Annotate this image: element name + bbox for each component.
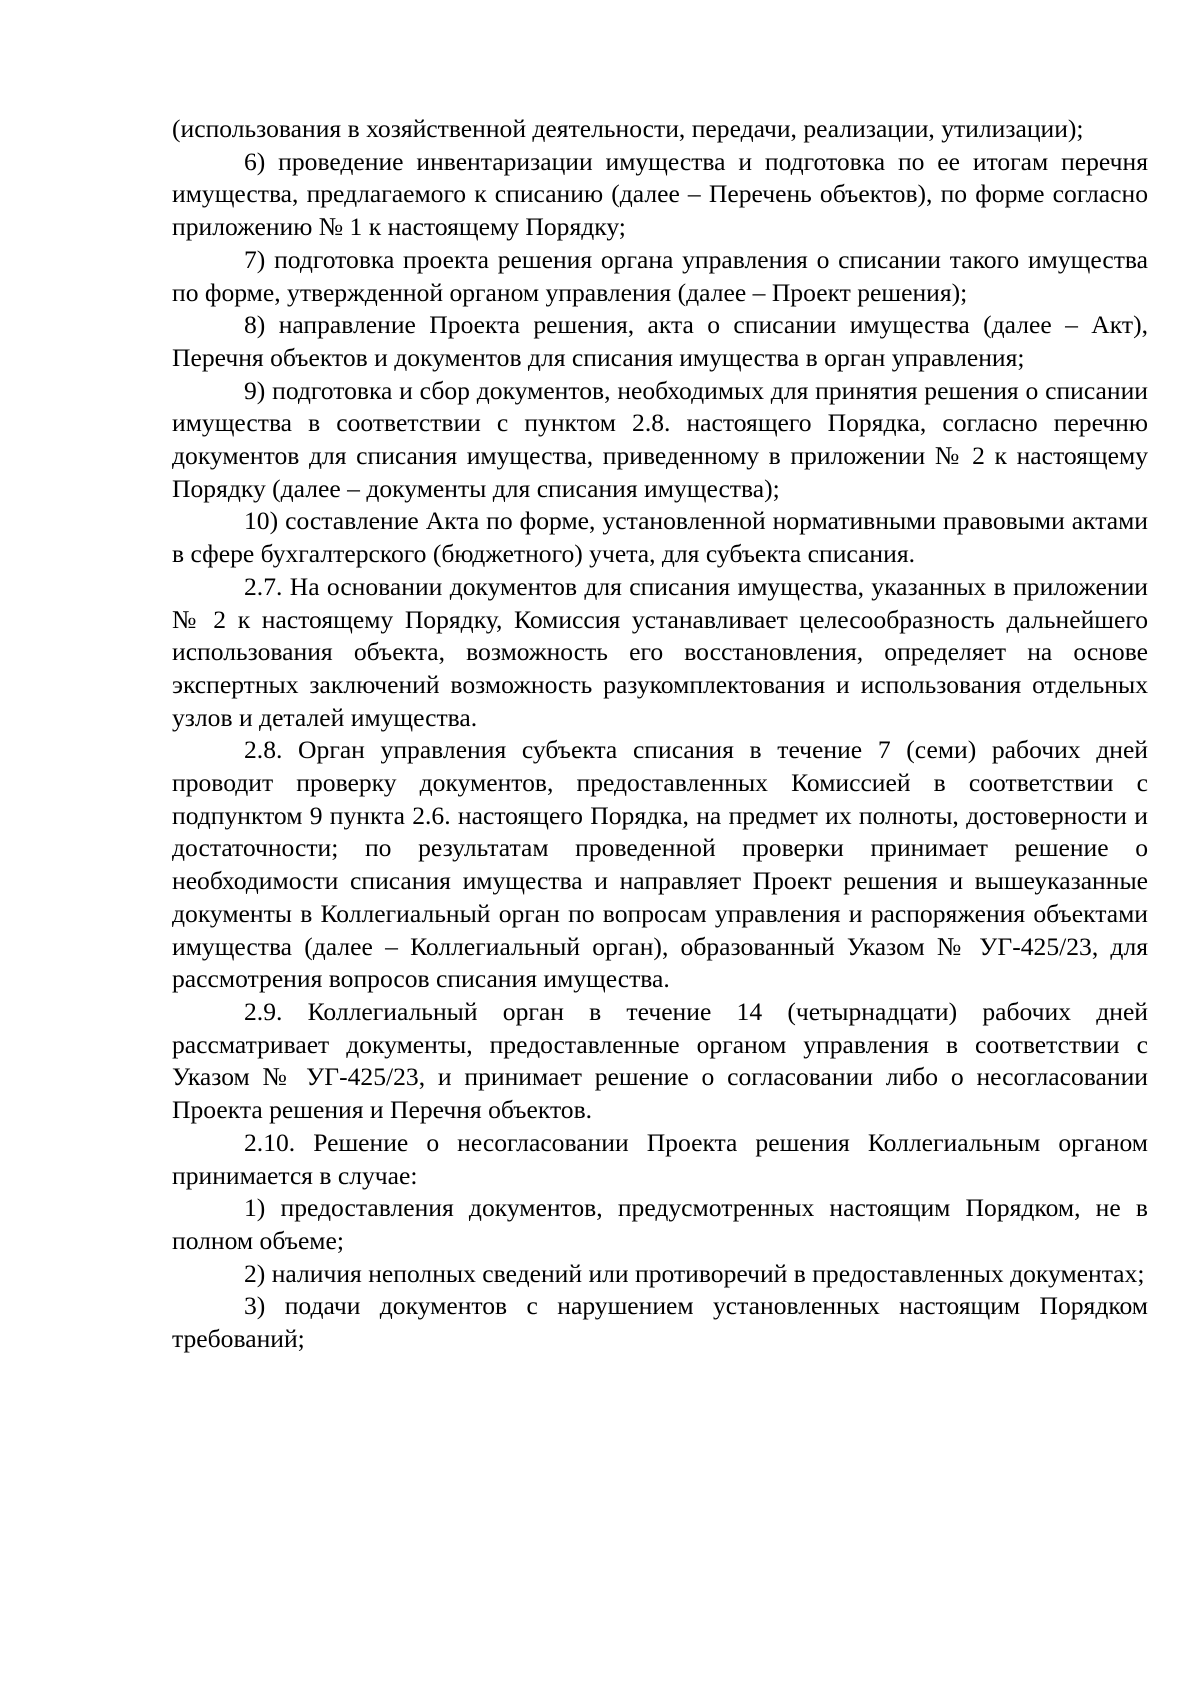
paragraph-clause-2-9: 2.9. Коллегиальный орган в течение 14 (четырнадцати) рабочих дней рассматривает документы, предоставленные органом управления в соответствии с Указом № УГ-425/23, и принимает решение о согласовании либо о несогласовании Проекта решения и Перечня объектов.: [172, 996, 1148, 1125]
paragraph-subitem-2: 2) наличия неполных сведений или противоречий в предоставленных документах;: [244, 1258, 1145, 1288]
paragraph-subitem-1: 1) предоставления документов, предусмотренных настоящим Порядком, не в полном объеме;: [172, 1193, 1148, 1255]
paragraph-item-8: 8) направление Проекта решения, акта о списании имущества (далее – Акт), Перечня объектов и документов для списания имущества в орган управления;: [172, 310, 1148, 372]
paragraph-item-6: 6) проведение инвентаризации имущества и подготовка по ее итогам перечня имущества, предлагаемого к списанию (далее – Перечень объектов), по форме согласно приложению № 1 к настоящему Порядку;: [172, 146, 1148, 242]
paragraph-clause-2-10: 2.10. Решение о несогласовании Проекта решения Коллегиальным органом принимается в случае:: [172, 1127, 1148, 1190]
paragraph-item-7: 7) подготовка проекта решения органа управления о списании такого имущества по форме, утвержденной органом управления (далее – Проект решения);: [172, 244, 1148, 307]
paragraph-item-10: 10) составление Акта по форме, установленной нормативными правовыми актами в сфере бухгалтерского (бюджетного) учета, для субъекта списания.: [172, 506, 1148, 569]
paragraph-subitem-3: 3) подачи документов с нарушением установленных настоящим Порядком требований;: [172, 1291, 1148, 1354]
paragraph-clause-2-7: 2.7. На основании документов для списания имущества, указанных в приложении № 2 к настоящему Порядку, Комиссия устанавливает целесообразность дальнейшего использования объекта, возможность его восстановления, определяет на основе экспертных заключений возможность разукомплектования и использования отдельных узлов и деталей имущества.: [172, 571, 1148, 732]
paragraph-item-9: 9) подготовка и сбор документов, необходимых для принятия решения о списании имущества в соответствии с пунктом 2.8. настоящего Порядка, согласно перечню документов для списания имущества, приведенному в приложении № 2 к настоящему Порядку (далее – документы для списания имущества);: [172, 375, 1148, 503]
paragraph-continuation: (использования в хозяйственной деятельности, передачи, реализации, утилизации);: [172, 114, 1084, 143]
paragraph-clause-2-8: 2.8. Орган управления субъекта списания в течение 7 (семи) рабочих дней проводит проверку документов, предоставленных Комиссией в соответствии с подпунктом 9 пункта 2.6. настоящего Порядка, на предмет их полноты, достоверности и достаточности; по результатам проведенной проверки принимает решение о необходимости списания имущества и направляет Проект решения и вышеуказанные документы в Коллегиальный орган по вопросам управления и распоряжения объектами имущества (далее – Коллегиальный орган), образованный Указом № УГ-425/23, для рассмотрения вопросов списания имущества.: [172, 735, 1148, 994]
document-body: [172, 113, 1148, 1356]
